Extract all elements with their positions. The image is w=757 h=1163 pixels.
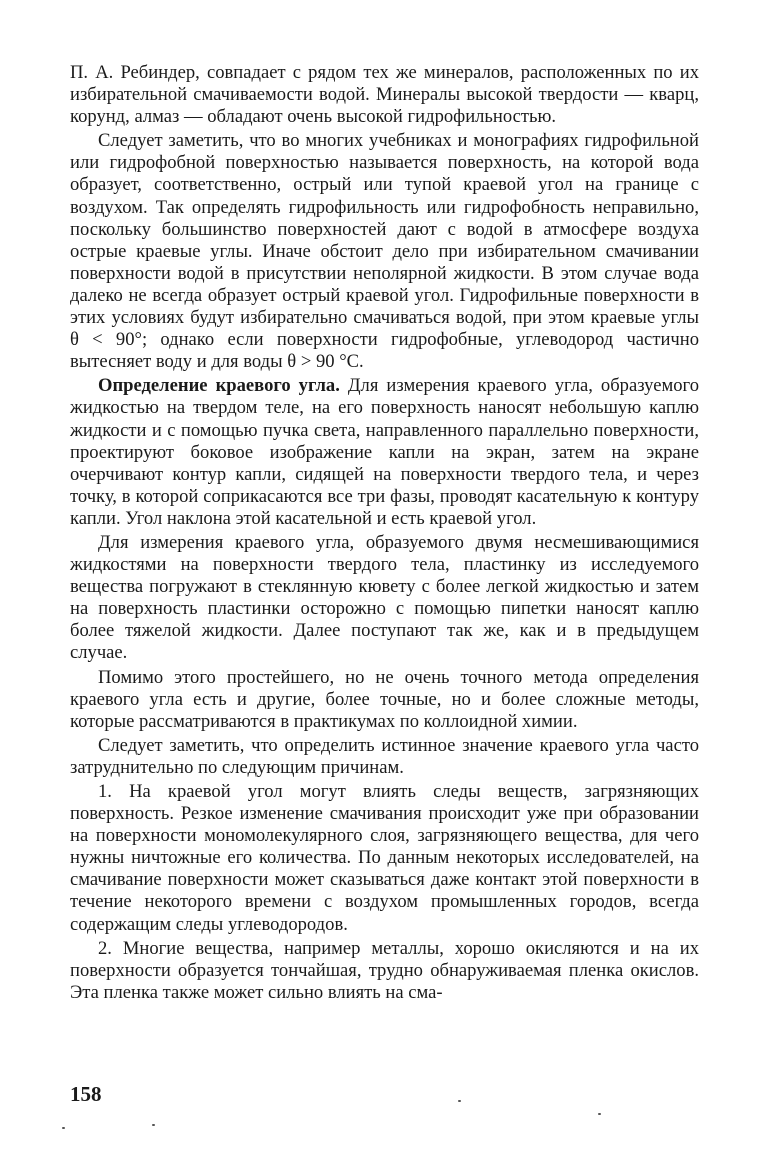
scan-speck bbox=[152, 1124, 155, 1126]
paragraph-4: Для измерения краевого угла, образуемого двумя несмешивающимися жидкостями на поверхности твердого тела, пластинку из исследуемого вещества погружают в стеклянную кювету с более легкой жидкостью и затем на поверхность пластинки осторожно с помощью пипетки наносят каплю более тяжелой жидкости. Далее поступают так же, как и в предыдущем случае. bbox=[70, 531, 699, 664]
paragraph-5: Помимо этого простейшего, но не очень точного метода определения краевого угла есть и другие, более точные, но и более сложные методы, которые рассматриваются в практикумах по коллоидной химии. bbox=[70, 666, 699, 732]
paragraph-8: 2. Многие вещества, например металлы, хорошо окисляются и на их поверхности образуется тончайшая, трудно обнаруживаемая пленка окислов. Эта пленка также может сильно влиять на сма- bbox=[70, 937, 699, 1003]
scan-speck bbox=[62, 1127, 65, 1129]
paragraph-7: 1. На краевой угол могут влиять следы веществ, загрязняющих поверхность. Резкое изменение смачивания происходит уже при образовании на поверхности мономолекулярного слоя, загрязняющего вещества, для чего нужны ничтожные его количества. По данным некоторых исследователей, на смачивание поверхности может сказываться даже контакт этой поверхности в течение некоторого времени с воздухом промышленных городов, всегда содержащим следы углеводородов. bbox=[70, 781, 699, 935]
page-number: 158 bbox=[70, 1082, 102, 1106]
paragraph-6: Следует заметить, что определить истинное значение краевого угла часто затруднительно по следующим причинам. bbox=[70, 734, 699, 778]
paragraph-2: Следует заметить, что во многих учебниках и монографиях гидрофильной или гидрофобной поверхностью называется поверхность, на которой вода образует, соответственно, острый или тупой краевой угол на границе с воздухом. Так определять гидрофильность или гидрофобность неправильно, поскольку большинство поверхностей дают с водой в атмосфере воздуха острые краевые углы. Иначе обстоит дело при избирательном смачивании поверхности водой в присутствии неполярной жидкости. В этом случае вода далеко не всегда образует острый краевой угол. Гидрофильные поверхности в этих условиях будут избирательно смачиваться водой, при этом краевые углы θ < 90°; однако если поверхности гидрофобные, углеводород частично вытесняет воду и для воды θ > 90 °С. bbox=[70, 130, 699, 373]
paragraph-3: Определение краевого угла. Для измерения краевого угла, образуемого жидкостью на твердом теле, на его поверхность наносят небольшую каплю жидкости и с помощью пучка света, направленного параллельно поверхности, проектируют боковое изображение капли на экран, затем на экране очерчивают контур капли, сидящей на поверхности твердого тела, и через точку, в которой соприкасаются все три фазы, проводят касательную к контуру капли. Угол наклона этой касательной и есть краевой угол. bbox=[70, 375, 700, 529]
section-heading: Определение краевого угла. bbox=[98, 375, 340, 397]
body-text bbox=[70, 62, 699, 1004]
paragraph-1: П. А. Ребиндер, совпадает с рядом тех же минералов, расположенных по их избирательной смачиваемости водой. Минералы высокой твердости — кварц, корунд, алмаз — обладают очень высокой гидрофильностью. bbox=[70, 62, 699, 128]
scan-speck bbox=[598, 1113, 601, 1115]
scan-speck bbox=[458, 1100, 461, 1102]
